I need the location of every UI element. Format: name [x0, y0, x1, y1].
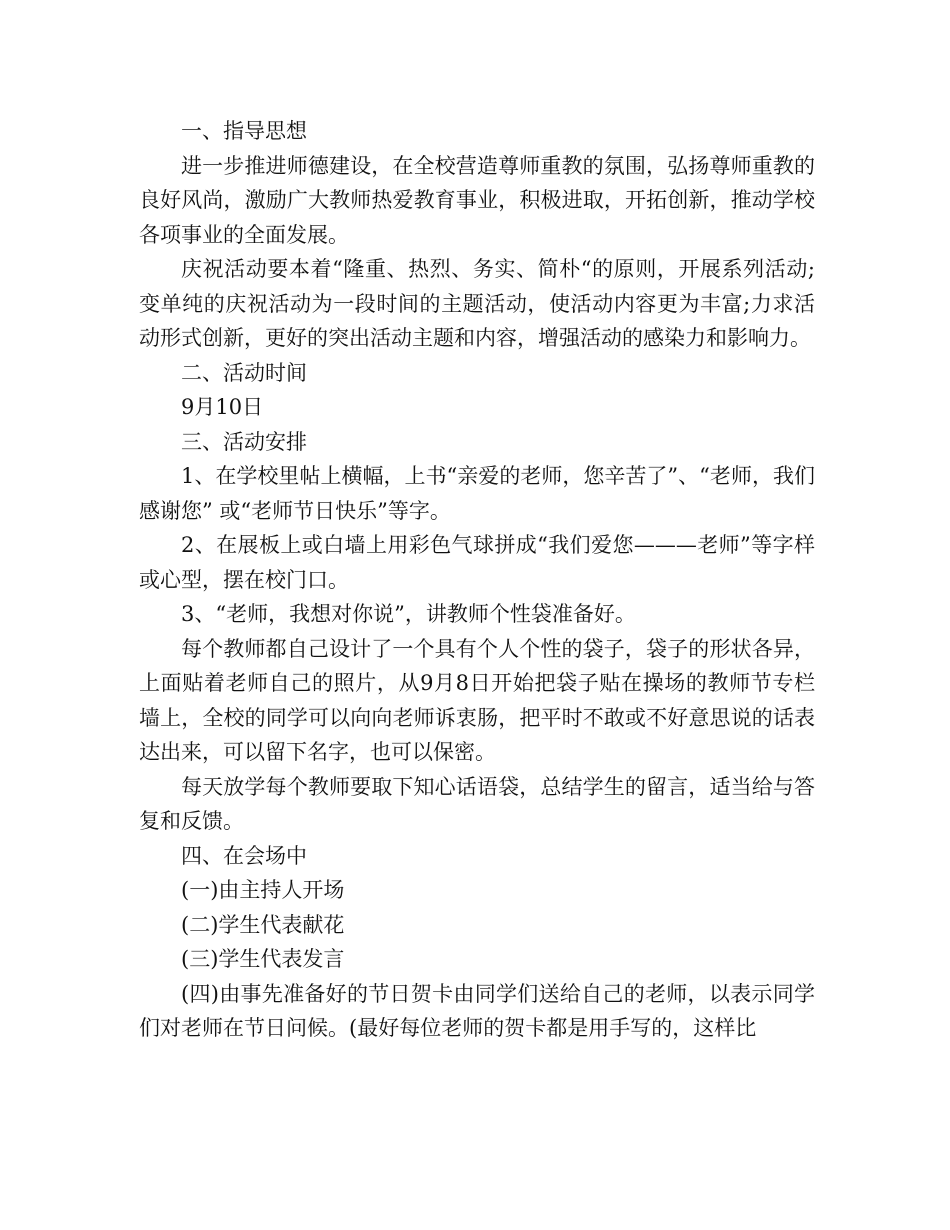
section-heading-activity-arrangement: 三、活动安排: [181, 429, 307, 454]
paragraph-teacher-bags: 每个教师都自己设计了一个具有个人个性的袋子，袋子的形状各异，上面贴着老师自己的照片，从9月8日开始把袋子贴在操场的教师节专栏墙上，全校的同学可以向向老师诉衷肠，把平时不敢或不好意思说的话表达出来，可以留下名字，也可以保密。: [139, 636, 815, 764]
venue-item-1: (一)由主持人开场: [181, 878, 345, 902]
document-body: [139, 114, 815, 1046]
paragraph-celebration-principles: 庆祝活动要本着“隆重、热烈、务实、简朴“的原则，开展系列活动;变单纯的庆祝活动为一段时间的主题活动，使活动内容更为丰富;力求活动形式创新，更好的突出活动主题和内容，增强活动的感染力和影响力。: [139, 257, 815, 350]
venue-item-3: (三)学生代表发言: [181, 947, 345, 971]
paragraph-daily-feedback: 每天放学每个教师要取下知心话语袋，总结学生的留言，适当给与答复和反馈。: [139, 774, 815, 833]
arrangement-item-3: 3、“老师，我想对你说”，讲教师个性袋准备好。: [181, 602, 636, 626]
section-heading-activity-time: 二、活动时间: [181, 360, 307, 385]
section-heading-guiding-ideology: 一、指导思想: [181, 119, 307, 143]
arrangement-item-2: 2、在展板上或白墙上用彩色气球拼成“我们爱您———老师”等字样或心型，摆在校门口。: [139, 533, 815, 592]
paragraph-guiding-ideology: 进一步推进师德建设，在全校营造尊师重教的氛围，弘扬尊师重教的良好风尚，激励广大教师热爱教育事业，积极进取，开拓创新，推动学校各项事业的全面发展。: [139, 153, 815, 247]
venue-item-2: (二)学生代表献花: [181, 912, 345, 937]
section-heading-in-venue: 四、在会场中: [181, 843, 307, 868]
activity-date: 9月10日: [181, 395, 264, 419]
arrangement-item-1: 1、在学校里帖上横幅，上书“亲爱的老师，您辛苦了”、“老师，我们感谢您” 或“老师节日快乐”等字。: [139, 464, 815, 523]
venue-item-4: (四)由事先准备好的节日贺卡由同学们送给自己的老师，以表示同学们对老师在节日问候。(最好每位老师的贺卡都是用手写的，这样比: [139, 981, 815, 1040]
